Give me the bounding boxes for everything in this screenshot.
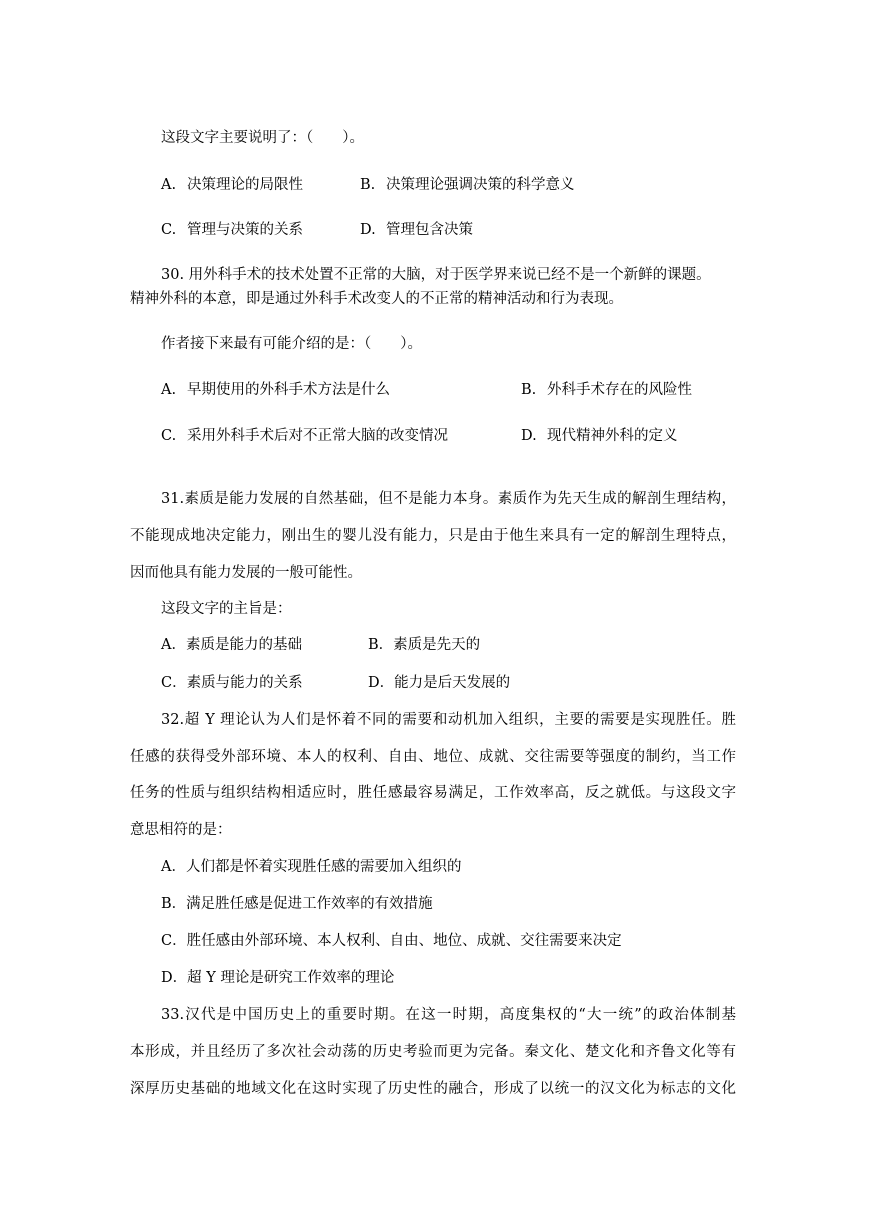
- option-letter: C.: [161, 222, 177, 238]
- q32-option-c: C．胜任感由外部环境、本人权利、自由、地位、成就、交往需要来决定: [161, 933, 622, 949]
- q30-option-a: [161, 380, 390, 400]
- q31-stem-line-2: 不能现成地决定能力，刚出生的婴儿没有能力，只是由于他生来具有一定的解剖生理特点，: [130, 528, 736, 544]
- q31-option-b: B．素质是先天的: [368, 637, 481, 653]
- q29-option-c: [161, 220, 303, 240]
- q33-stem-line-3: 深厚历史基础的地域文化在这时实现了历史性的融合，形成了以统一的汉文化为标志的文化: [130, 1081, 736, 1097]
- option-letter: B.: [521, 382, 537, 398]
- option-text: 外科手术存在的风险性: [547, 382, 692, 398]
- q33-stem-line-1: 33.汉代是中国历史上的重要时期。在这一时期，高度集权的“大一统”的政治体制基: [161, 1007, 736, 1023]
- q30-stem-line-1: 30. 用外科手术的技术处置不正常的大脑，对于医学界来说已经不是一个新鲜的课题。: [161, 267, 711, 283]
- q30-option-c: [161, 426, 448, 446]
- q32-stem-line-2: 任感的获得受外部环境、本人的权利、自由、地位、成就、交往需要等强度的制约，当工作: [130, 749, 736, 765]
- q31-prompt: 这段文字的主旨是：: [161, 601, 292, 617]
- q30-option-d: [521, 426, 678, 446]
- q31-option-d: D．能力是后天发展的: [368, 675, 511, 691]
- option-letter: D.: [521, 428, 537, 444]
- q29-option-d: [360, 220, 473, 240]
- q32-stem-line-3: 任务的性质与组织结构相适应时，胜任感最容易满足，工作效率高，反之就低。与这段文字: [130, 785, 736, 801]
- option-text: 现代精神外科的定义: [547, 428, 678, 444]
- q32-option-a: A．人们都是怀着实现胜任感的需要加入组织的: [161, 859, 462, 875]
- option-letter: D.: [360, 222, 376, 238]
- option-text: 早期使用的外科手术方法是什么: [187, 382, 390, 398]
- q32-stem-line-4: 意思相符的是：: [130, 822, 232, 838]
- option-text: 决策理论强调决策的科学意义: [386, 177, 575, 193]
- option-text: 采用外科手术后对不正常大脑的改变情况: [187, 428, 448, 444]
- q30-option-b: [521, 380, 692, 400]
- q29-prompt: 这段文字主要说明了：（ ）。: [161, 130, 364, 146]
- q30-stem-line-2: 精神外科的本意，即是通过外科手术改变人的不正常的精神活动和行为表现。: [130, 291, 623, 307]
- q32-stem-line-1: 32.超 Y 理论认为人们是怀着不同的需要和动机加入组织，主要的需要是实现胜任。胜: [161, 712, 736, 728]
- q31-option-a: A．素质是能力的基础: [161, 637, 302, 653]
- option-letter: A.: [161, 382, 177, 398]
- option-letter: C.: [161, 428, 177, 444]
- option-text: 管理与决策的关系: [187, 222, 303, 238]
- option-letter: B.: [360, 177, 376, 193]
- q31-option-c: C．素质与能力的关系: [161, 675, 303, 691]
- option-letter: A.: [161, 177, 177, 193]
- q31-stem-line-1: 31.素质是能力发展的自然基础，但不是能力本身。素质作为先天生成的解剖生理结构，: [161, 491, 736, 507]
- q33-stem-line-2: 本形成，并且经历了多次社会动荡的历史考验而更为完备。秦文化、楚文化和齐鲁文化等有: [130, 1044, 736, 1060]
- option-text: 决策理论的局限性: [187, 177, 303, 193]
- q29-option-a: [161, 175, 303, 195]
- option-text: 管理包含决策: [386, 222, 473, 238]
- q32-option-b: B．满足胜任感是促进工作效率的有效措施: [161, 896, 433, 912]
- q31-stem-line-3: 因而他具有能力发展的一般可能性。: [130, 565, 362, 581]
- q29-option-b: [360, 175, 575, 195]
- q30-prompt: 作者接下来最有可能介绍的是：（ ）。: [161, 336, 422, 352]
- q32-option-d: D．超 Y 理论是研究工作效率的理论: [161, 970, 395, 986]
